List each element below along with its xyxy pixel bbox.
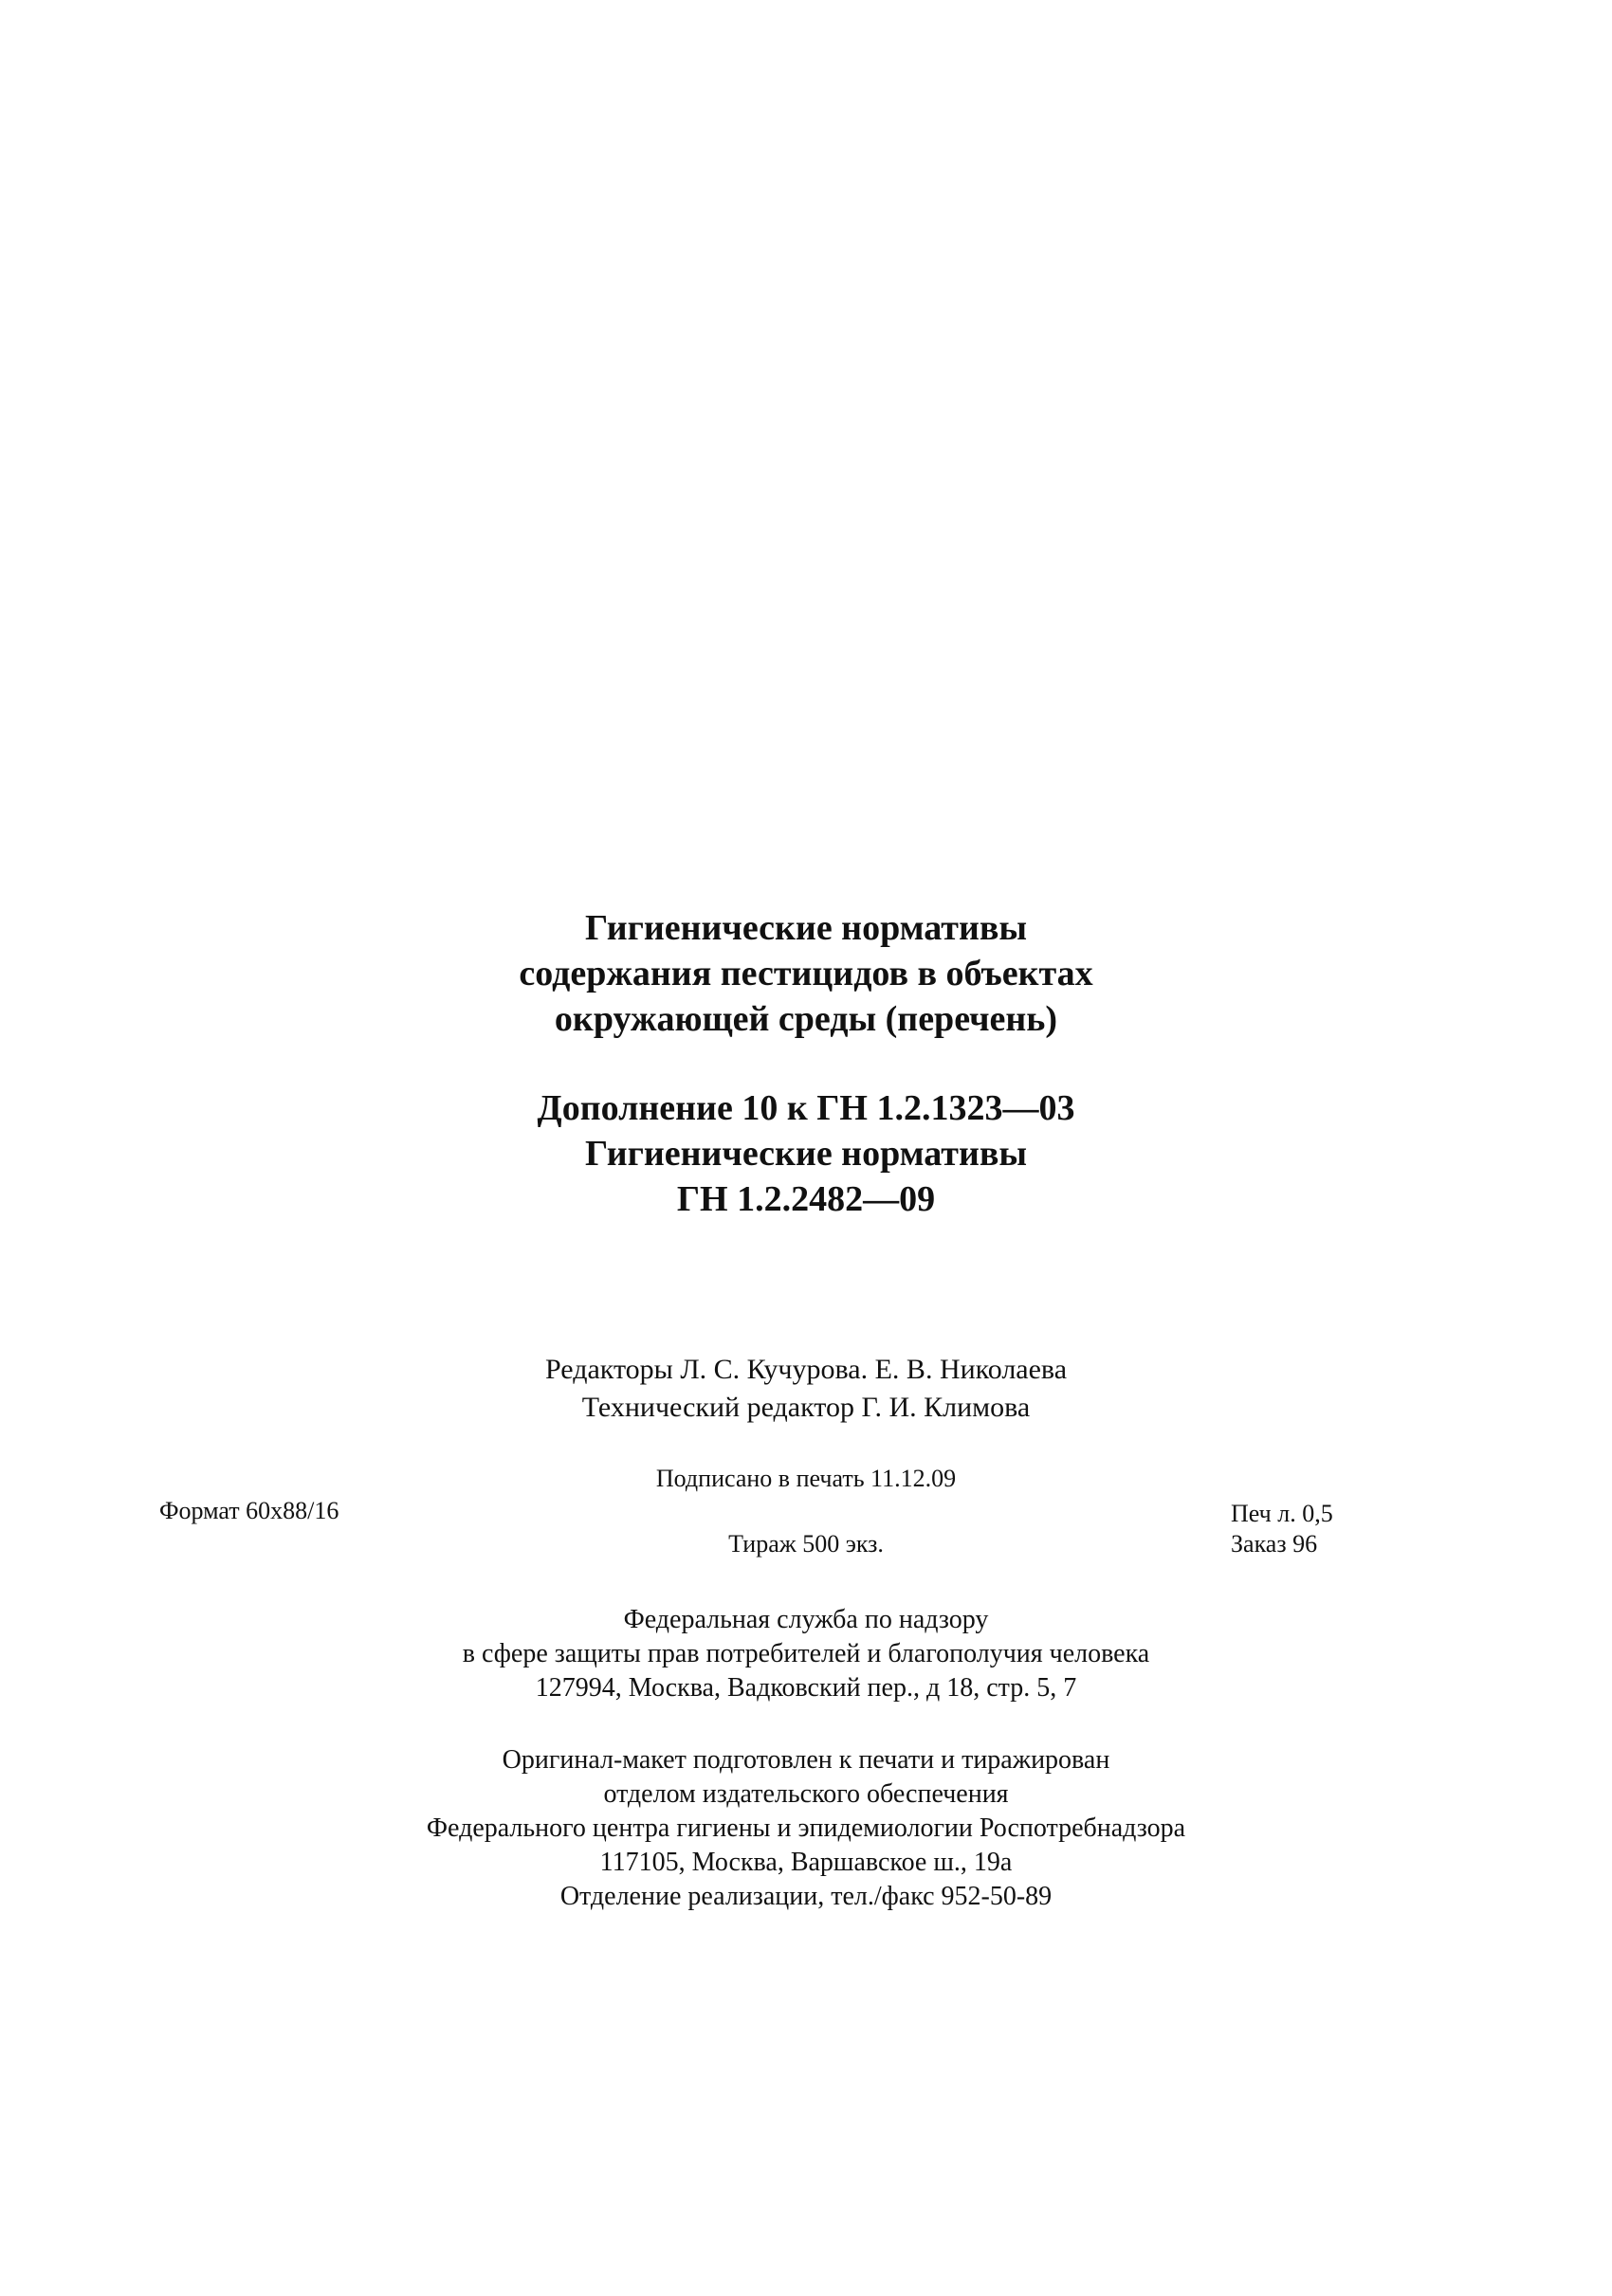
printer-line: Федерального центра гигиены и эпидемиологии Роспотребнадзора bbox=[426, 1813, 1186, 1843]
publisher-line: Федеральная служба по надзору bbox=[623, 1605, 989, 1634]
supplement-heading bbox=[0, 1085, 1612, 1222]
title-line: содержания пестицидов в объектах bbox=[519, 954, 1093, 993]
publisher-address: 127994, Москва, Вадковский пер., д 18, стр. 5, 7 bbox=[535, 1673, 1077, 1703]
print-run: Тираж 500 экз. bbox=[728, 1530, 884, 1558]
technical-editor-line: Технический редактор Г. И. Климова bbox=[581, 1392, 1031, 1423]
sales-contact: Отделение реализации, тел./факс 952-50-89 bbox=[559, 1882, 1053, 1911]
supplement-line: Гигиенические нормативы bbox=[584, 1134, 1028, 1174]
printer-line: отделом издательского обеспечения bbox=[603, 1779, 1009, 1809]
publisher-info bbox=[0, 1603, 1612, 1705]
title-line: окружающей среды (перечень) bbox=[554, 999, 1058, 1039]
printer-line: Оригинал-макет подготовлен к печати и тиражирован bbox=[502, 1745, 1110, 1775]
publisher-line: в сфере защиты прав потребителей и благополучия человека bbox=[462, 1639, 1150, 1668]
printer-info bbox=[0, 1743, 1612, 1914]
title-line: Гигиенические нормативы bbox=[584, 908, 1028, 948]
signed-to-print: Подписано в печать 11.12.09 bbox=[655, 1465, 957, 1492]
paper-format: Формат 60x88/16 bbox=[159, 1497, 339, 1524]
printer-address: 117105, Москва, Варшавское ш., 19а bbox=[599, 1848, 1013, 1877]
supplement-line: Дополнение 10 к ГН 1.2.1323—03 bbox=[537, 1088, 1075, 1128]
editors-line: Редакторы Л. С. Кучурова. Е. В. Николаева bbox=[544, 1354, 1068, 1385]
document-title bbox=[0, 905, 1612, 1042]
supplement-line: ГН 1.2.2482—09 bbox=[676, 1179, 936, 1219]
editors-credits bbox=[0, 1351, 1612, 1427]
order-number: Заказ 96 bbox=[1231, 1530, 1318, 1558]
printed-sheets: Печ л. 0,5 bbox=[1231, 1500, 1333, 1527]
